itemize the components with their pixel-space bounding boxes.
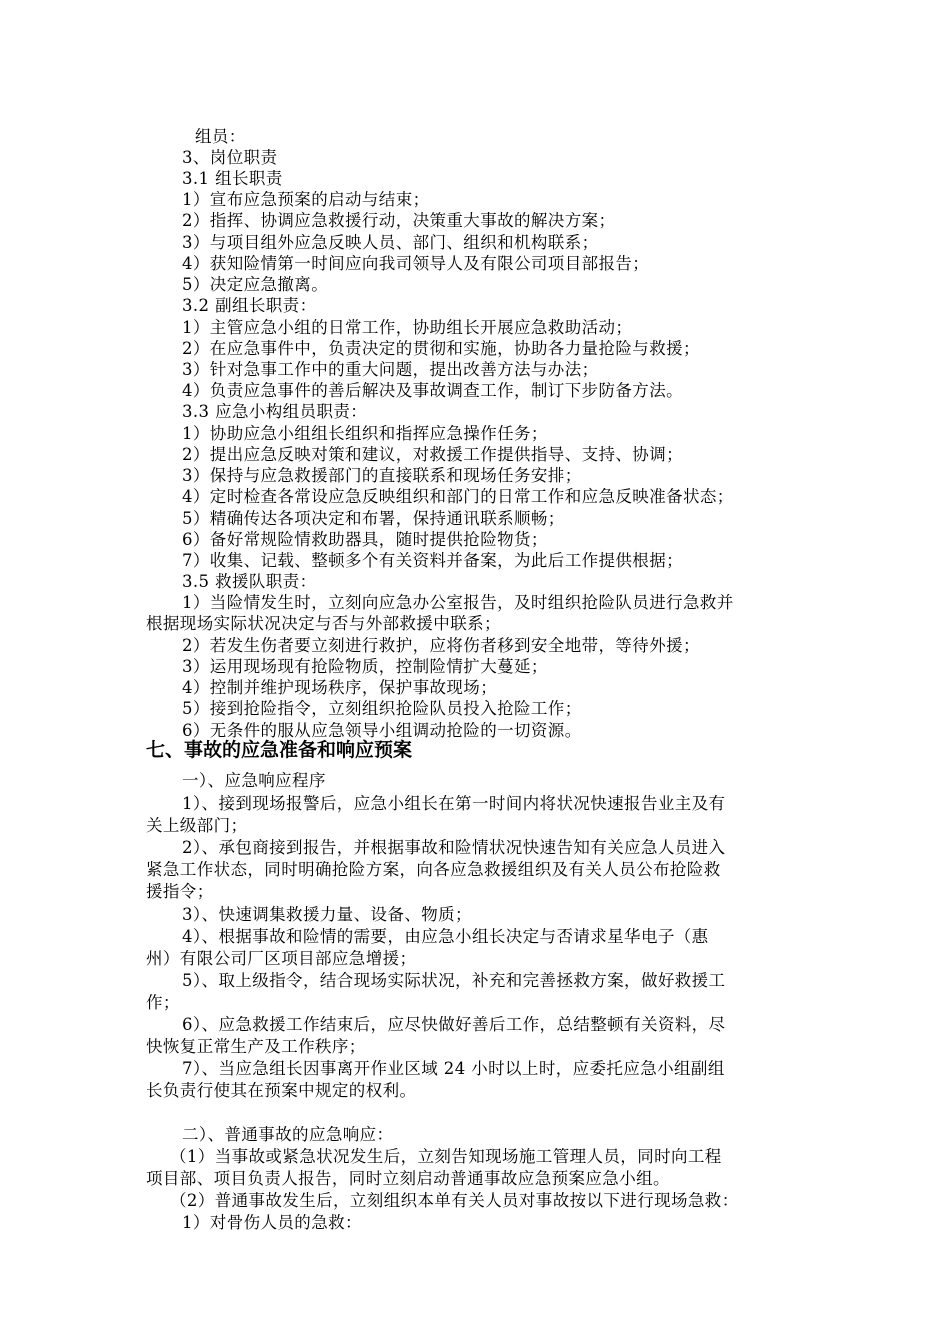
text-line: 根据现场实际状况决定与否与外部救援中联系； bbox=[146, 614, 501, 633]
list-item: 5）接到抢险指令，立刻组织抢险队员投入抢险工作； bbox=[182, 699, 582, 718]
chapter-heading: 七、事故的应急准备和响应预案 bbox=[146, 739, 413, 761]
list-item: 1）对骨伤人员的急救： bbox=[182, 1213, 362, 1232]
list-item: 7）收集、记载、整顿多个有关资料并备案，为此后工作提供根据； bbox=[182, 551, 683, 570]
list-item: 5）、取上级指令，结合现场实际状况，补充和完善拯救方案，做好救援工 bbox=[182, 971, 726, 990]
section-heading: 3、岗位职责 bbox=[182, 148, 278, 167]
list-item: 1）主管应急小组的日常工作，协助组长开展应急救助活动； bbox=[182, 318, 633, 337]
list-item: 4）定时检查各常设应急反映组织和部门的日常工作和应急反映准备状态； bbox=[182, 487, 734, 506]
subsection-heading: 3.3 应急小构组员职责： bbox=[182, 402, 368, 421]
list-item: 2）在应急事件中，负责决定的贯彻和实施，协助各力量抢险与救援； bbox=[182, 339, 700, 358]
list-item: 6）无条件的服从应急领导小组调动抢险的一切资源。 bbox=[182, 721, 582, 740]
subsection-heading: 3.1 组长职责 bbox=[182, 169, 283, 188]
list-item: 3）保持与应急救援部门的直接联系和现场任务安排； bbox=[182, 466, 582, 485]
list-item: 4）获知险情第一时间应向我司领导人及有限公司项目部报告； bbox=[182, 254, 650, 273]
list-item: 6）、应急救援工作结束后，应尽快做好善后工作，总结整顿有关资料，尽 bbox=[182, 1015, 726, 1034]
text-line: 作； bbox=[146, 993, 180, 1012]
list-item: 1）宣布应急预案的启动与结束； bbox=[182, 190, 430, 209]
list-item: 2）若发生伤者要立刻进行救护，应将伤者移到安全地带，等待外援； bbox=[182, 636, 700, 655]
text-line: 紧急工作状态，同时明确抢险方案，向各应急救援组织及有关人员公布抢险救 bbox=[146, 860, 721, 879]
list-item: 4）、根据事故和险情的需要，由应急小组长决定与否请求星华电子（惠 bbox=[182, 927, 709, 946]
list-item: （1）当事故或紧急状况发生后，立刻告知现场施工管理人员，同时向工程 bbox=[170, 1147, 722, 1166]
list-item: （2）普通事故发生后，立刻组织本单有关人员对事故按以下进行现场急救： bbox=[170, 1191, 739, 1210]
text-line: 州）有限公司厂区项目部应急增援； bbox=[146, 949, 417, 968]
list-item: 1）当险情发生时，立刻向应急办公室报告，及时组织抢险队员进行急救并 bbox=[182, 593, 734, 612]
subsection-heading: 3.5 救援队职责： bbox=[182, 572, 317, 591]
text-line: 援指令； bbox=[146, 882, 214, 901]
list-item: 4）负责应急事件的善后解决及事故调查工作，制订下步防备方法。 bbox=[182, 381, 683, 400]
list-item: 2）指挥、协调应急救援行动，决策重大事故的解决方案； bbox=[182, 211, 616, 230]
list-item: 3）与项目组外应急反映人员、部门、组织和机构联系； bbox=[182, 233, 599, 252]
section-heading: 二）、普通事故的应急响应： bbox=[182, 1125, 394, 1144]
list-item: 3）运用现场现有抢险物质，控制险情扩大蔓延； bbox=[182, 657, 548, 676]
text-line: 快恢复正常生产及工作秩序； bbox=[146, 1037, 366, 1056]
list-item: 2）、承包商接到报告，并根据事故和险情状况快速告知有关应急人员进入 bbox=[182, 838, 726, 857]
list-item: 5）决定应急撤离。 bbox=[182, 275, 329, 294]
list-item: 1）、接到现场报警后，应急小组长在第一时间内将状况快速报告业主及有 bbox=[182, 794, 726, 813]
text-line: 关上级部门； bbox=[146, 816, 248, 835]
section-heading: 一）、应急响应程序 bbox=[182, 771, 326, 790]
text-line: 长负责行使其在预案中规定的权利。 bbox=[146, 1081, 417, 1100]
text-line: 项目部、项目负责人报告，同时立刻启动普通事故应急预案应急小组。 bbox=[146, 1169, 670, 1188]
list-item: 6）备好常规险情救助器具，随时提供抢险物货； bbox=[182, 530, 548, 549]
list-item: 4）控制并维护现场秩序，保护事故现场； bbox=[182, 678, 498, 697]
list-item: 2）提出应急反映对策和建议，对救援工作提供指导、支持、协调； bbox=[182, 445, 683, 464]
subsection-heading: 3.2 副组长职责： bbox=[182, 296, 317, 315]
list-item: 3）针对急事工作中的重大问题，提出改善方法与办法； bbox=[182, 360, 599, 379]
list-item: 5）精确传达各项决定和布署，保持通讯联系顺畅； bbox=[182, 509, 565, 528]
list-item: 7）、当应急组长因事离开作业区域 24 小时以上时，应委托应急小组副组 bbox=[182, 1059, 725, 1078]
list-item: 1）协助应急小组组长组织和指挥应急操作任务； bbox=[182, 424, 548, 443]
text-line: 组员： bbox=[195, 127, 246, 146]
list-item: 3）、快速调集救援力量、设备、物质； bbox=[182, 905, 472, 924]
